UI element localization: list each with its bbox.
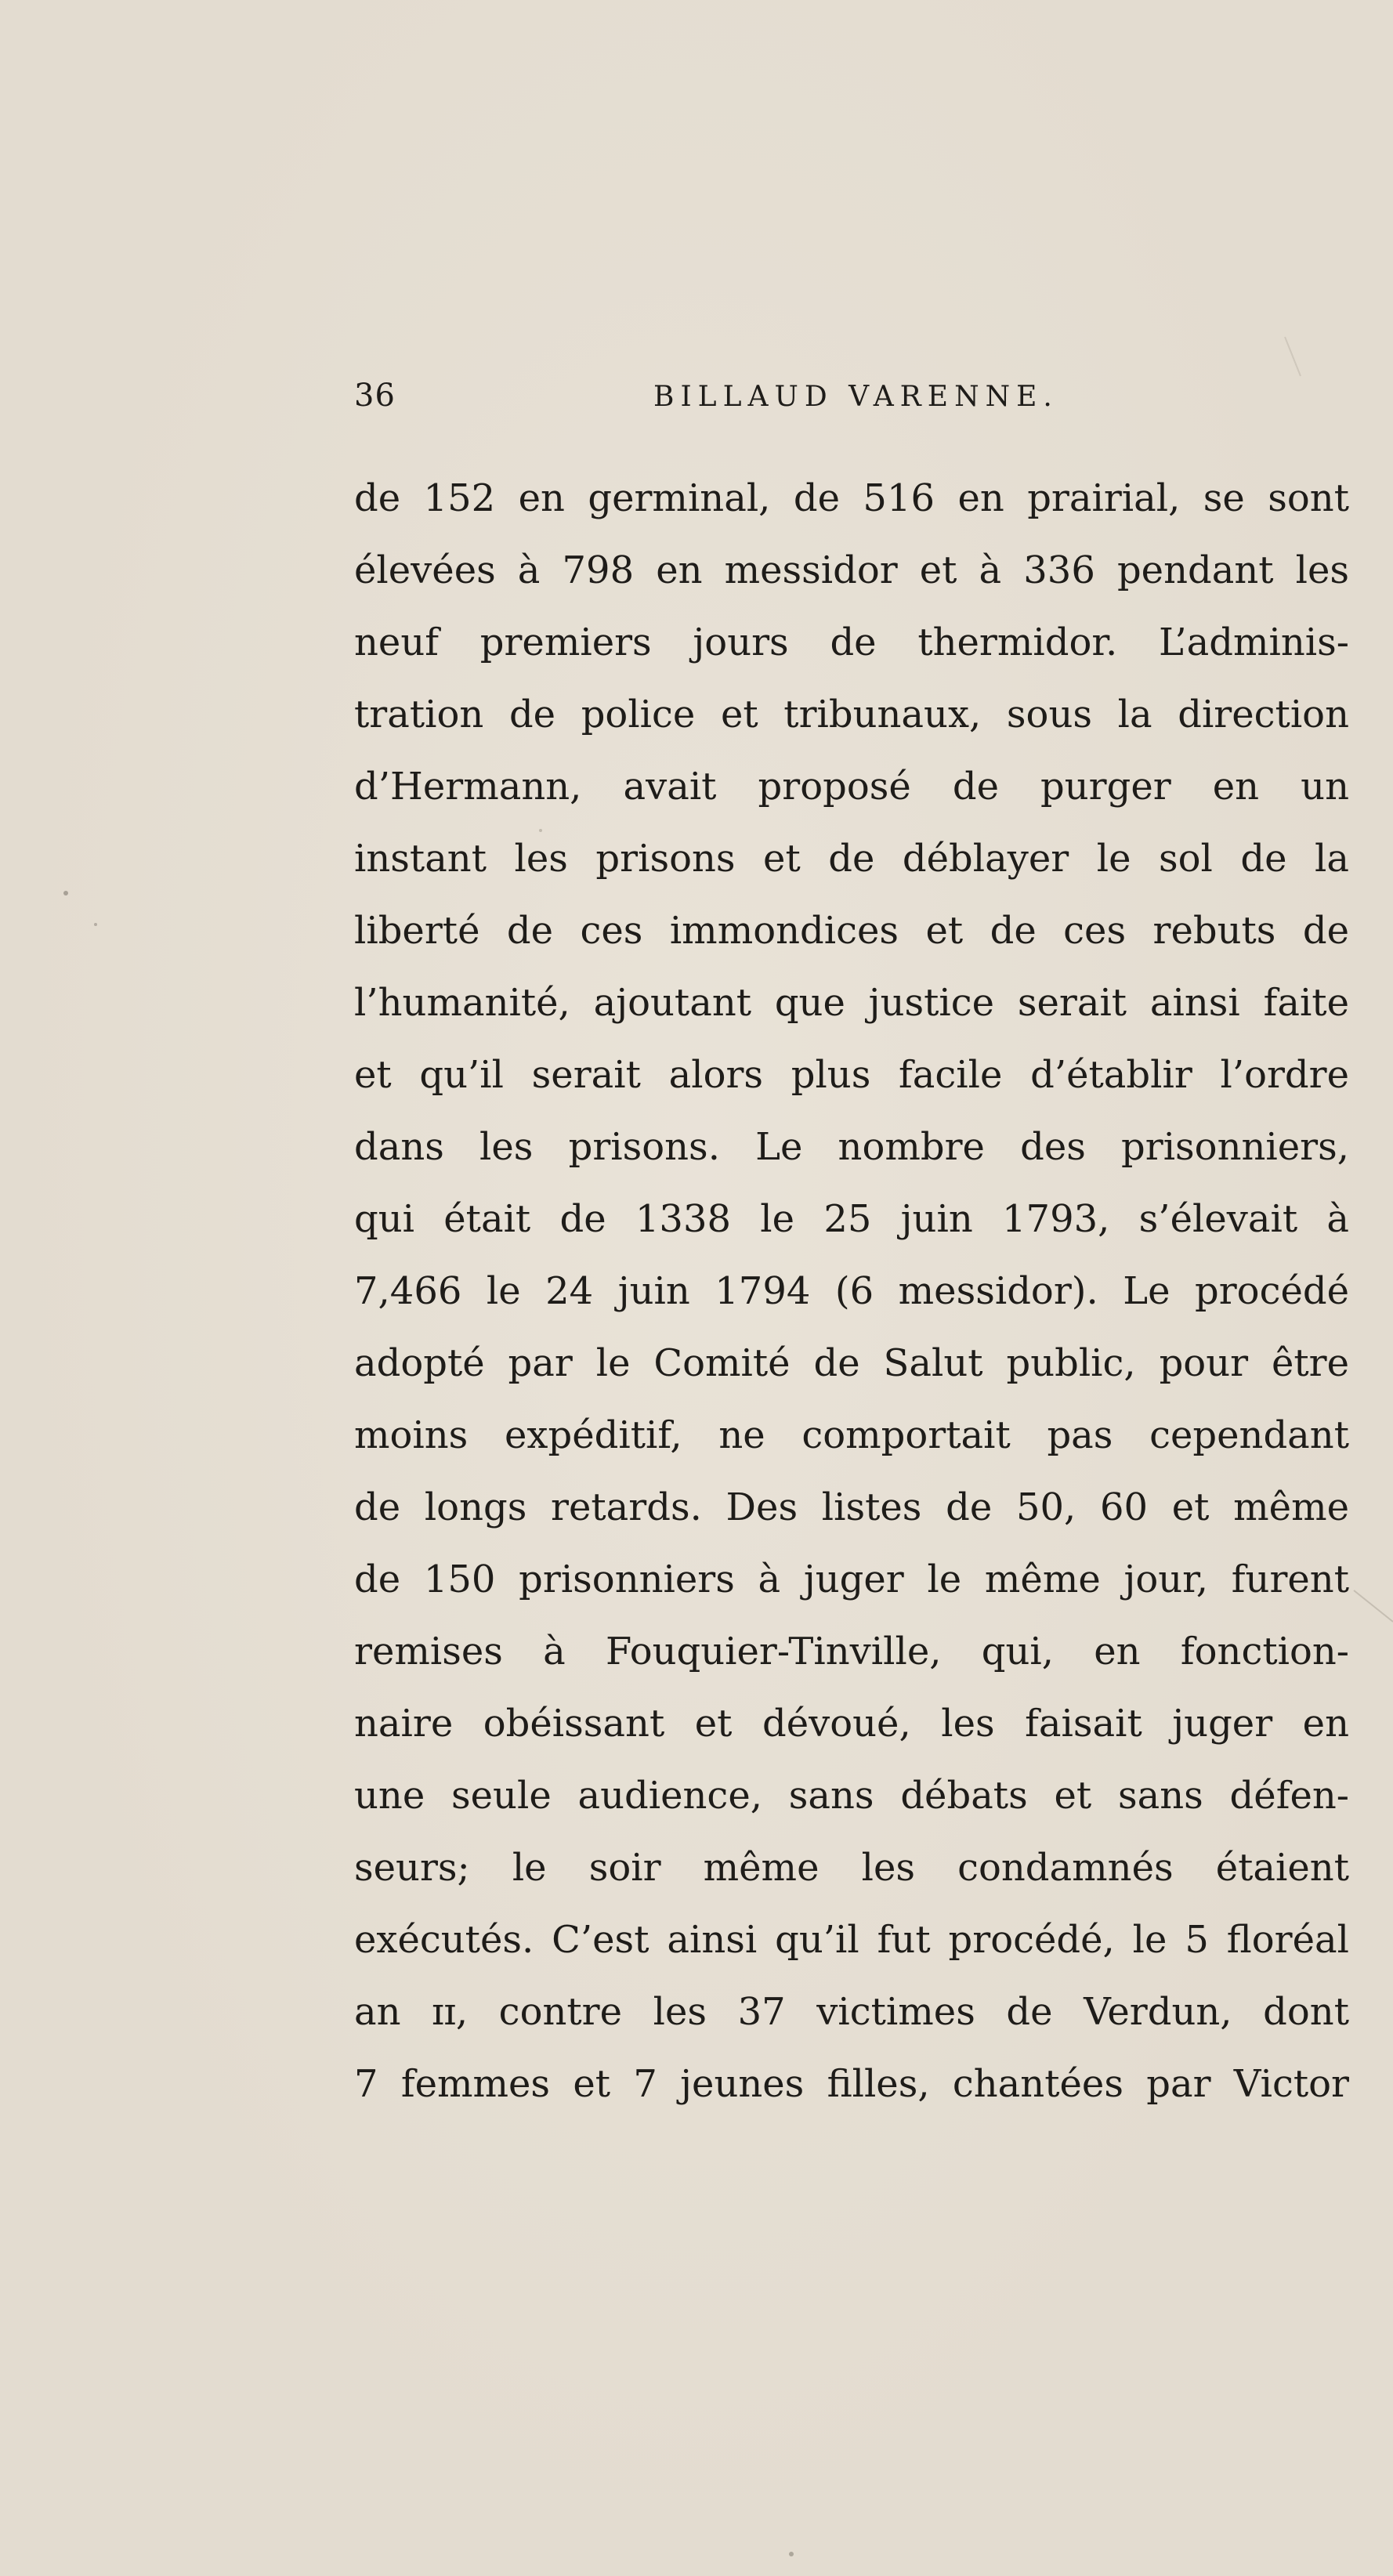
text-line: 7,466 le 24 juin 1794 (6 messidor). Le procédé [354, 1269, 1349, 1313]
text-line: de longs retards. Des listes de 50, 60 et même [354, 1485, 1349, 1529]
text-line: une seule audience, sans débats et sans défen- [354, 1774, 1349, 1818]
text-line: dans les prisons. Le nombre des prisonniers, [354, 1125, 1349, 1169]
running-title: BILLAUD VARENNE. [653, 381, 1058, 413]
text-line: de 152 en germinal, de 516 en prairial, se sont [354, 476, 1349, 520]
text-line: d’Hermann, avait proposé de purger en un [354, 765, 1349, 809]
text-line: qui était de 1338 le 25 juin 1793, s’élevait à [354, 1197, 1349, 1241]
text-line: adopté par le Comité de Salut public, pour être [354, 1341, 1349, 1385]
text-line: de 150 prisonniers à juger le même jour, furent [354, 1558, 1349, 1601]
text-line: an ɪɪ, contre les 37 victimes de Verdun, dont [354, 1990, 1349, 2034]
text-line: liberté de ces immondices et de ces rebuts de [354, 909, 1349, 953]
text-line: moins expéditif, ne comportait pas cependant [354, 1413, 1349, 1457]
text-line: neuf premiers jours de thermidor. L’adminis- [354, 620, 1349, 664]
text-line: naire obéissant et dévoué, les faisait juger en [354, 1702, 1349, 1746]
text-line: exécutés. C’est ainsi qu’il fut procédé, le 5 floréal [354, 1918, 1349, 1962]
page-number: 36 [354, 378, 396, 414]
text-line: l’humanité, ajoutant que justice serait ainsi faite [354, 981, 1349, 1025]
page-header [354, 378, 1349, 425]
text-line: élevées à 798 en messidor et à 336 pendant les [354, 548, 1349, 592]
text-line: instant les prisons et de déblayer le sol de la [354, 837, 1349, 881]
text-line: remises à Fouquier-Tinville, qui, en fonction- [354, 1630, 1349, 1673]
text-line: seurs; le soir même les condamnés étaient [354, 1846, 1349, 1890]
text-line: 7 femmes et 7 jeunes filles, chantées par Victor [354, 2062, 1349, 2106]
body-text [354, 462, 1349, 2120]
text-line: tration de police et tribunaux, sous la direction [354, 693, 1349, 736]
text-line: et qu’il serait alors plus facile d’établir l’ordre [354, 1053, 1349, 1097]
